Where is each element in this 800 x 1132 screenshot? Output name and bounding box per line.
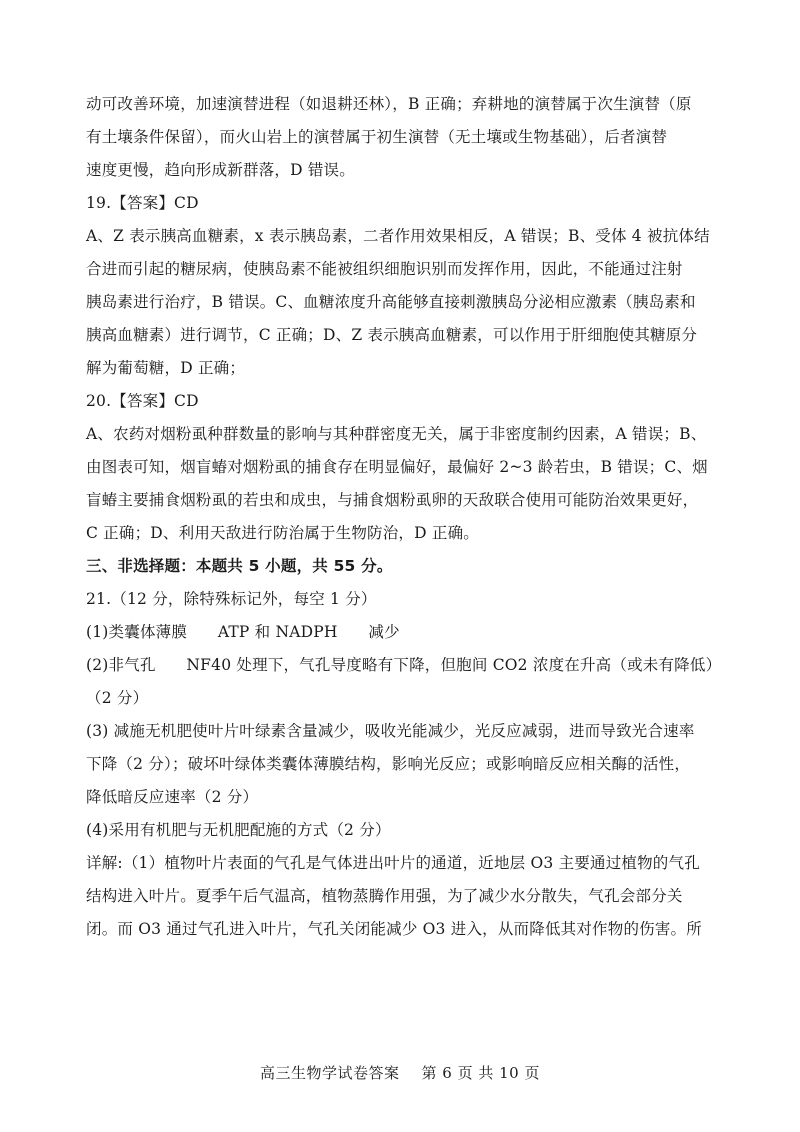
text-line: 由图表可知，烟盲蝽对烟粉虱的捕食存在明显偏好，最偏好 2~3 龄若虫，B 错误；C、烟 — [86, 458, 708, 476]
footer-title: 高三生物学试卷答案 — [260, 1064, 400, 1082]
text-line: 详解:（1）植物叶片表面的气孔是气体进出叶片的通道，近地层 O3 主要通过植物的气孔 — [86, 854, 700, 872]
text-line: (2)非气孔 NF40 处理下，气孔导度略有下降，但胞间 CO2 浓度在升高（或未有降低） — [86, 656, 722, 674]
text-line: 有土壤条件保留），而火山岩上的演替属于初生演替（无土壤或生物基础），后者演替 — [86, 128, 668, 146]
answer-19-heading: 19.【答案】CD — [86, 194, 199, 212]
text-line: 合进而引起的糖尿病，使胰岛素不能被组织细胞识别而发挥作用，因此，不能通过注射 — [86, 260, 683, 278]
text-line: 速度更慢，趋向形成新群落，D 错误。 — [86, 161, 355, 179]
text-line: 胰高血糖素）进行调节，C 正确；D、Z 表示胰高血糖素，可以作用于肝细胞使其糖原分 — [86, 326, 698, 344]
text-line: (1)类囊体薄膜 ATP 和 NADPH 减少 — [86, 623, 400, 641]
answer-content — [86, 88, 736, 946]
footer-page-number: 第 6 页 共 10 页 — [421, 1064, 540, 1082]
text-line: C 正确；D、利用天敌进行防治属于生物防治，D 正确。 — [86, 524, 479, 542]
page-footer — [0, 1062, 800, 1083]
text-line: 盲蝽主要捕食烟粉虱的若虫和成虫，与捕食烟粉虱卵的天敌联合使用可能防治效果更好， — [86, 491, 699, 509]
text-line: 胰岛素进行治疗，B 错误。C、血糖浓度升高能够直接刺激胰岛分泌相应激素（胰岛素和 — [86, 293, 696, 311]
answer-21-heading: 21.（12 分，除特殊标记外，每空 1 分） — [86, 590, 377, 608]
text-line: 下降（2 分）；破坏叶绿体类囊体薄膜结构，影响光反应；或影响暗反应相关酶的活性， — [86, 755, 691, 773]
text-line: (4)采用有机肥与无机肥配施的方式（2 分） — [86, 821, 391, 839]
text-line: A、农药对烟粉虱种群数量的影响与其种群密度无关，属于非密度制约因素，A 错误；B、 — [86, 425, 707, 443]
text-line: (3) 减施无机肥使叶片叶绿素含量减少，吸收光能减少，光反应减弱，进而导致光合速率 — [86, 722, 695, 740]
text-line: 闭。而 O3 通过气孔进入叶片，气孔关闭能减少 O3 进入，从而降低其对作物的伤害。所 — [86, 920, 702, 938]
text-line: 动可改善环境，加速演替进程（如退耕还林），B 正确；弃耕地的演替属于次生演替（原 — [86, 95, 692, 113]
text-line: 结构进入叶片。夏季午后气温高，植物蒸腾作用强，为了减少水分散失，气孔会部分关 — [86, 887, 683, 905]
text-line: 解为葡萄糖，D 正确； — [86, 359, 246, 377]
section-heading: 三、非选择题：本题共 5 小题，共 55 分。 — [86, 557, 393, 575]
text-line: A、Z 表示胰高血糖素，x 表示胰岛素，二者作用效果相反，A 错误；B、受体 4 被抗体结 — [86, 227, 710, 245]
answer-20-heading: 20.【答案】CD — [86, 392, 199, 410]
text-line: （2 分） — [86, 689, 149, 707]
text-line: 降低暗反应速率（2 分） — [86, 788, 259, 806]
